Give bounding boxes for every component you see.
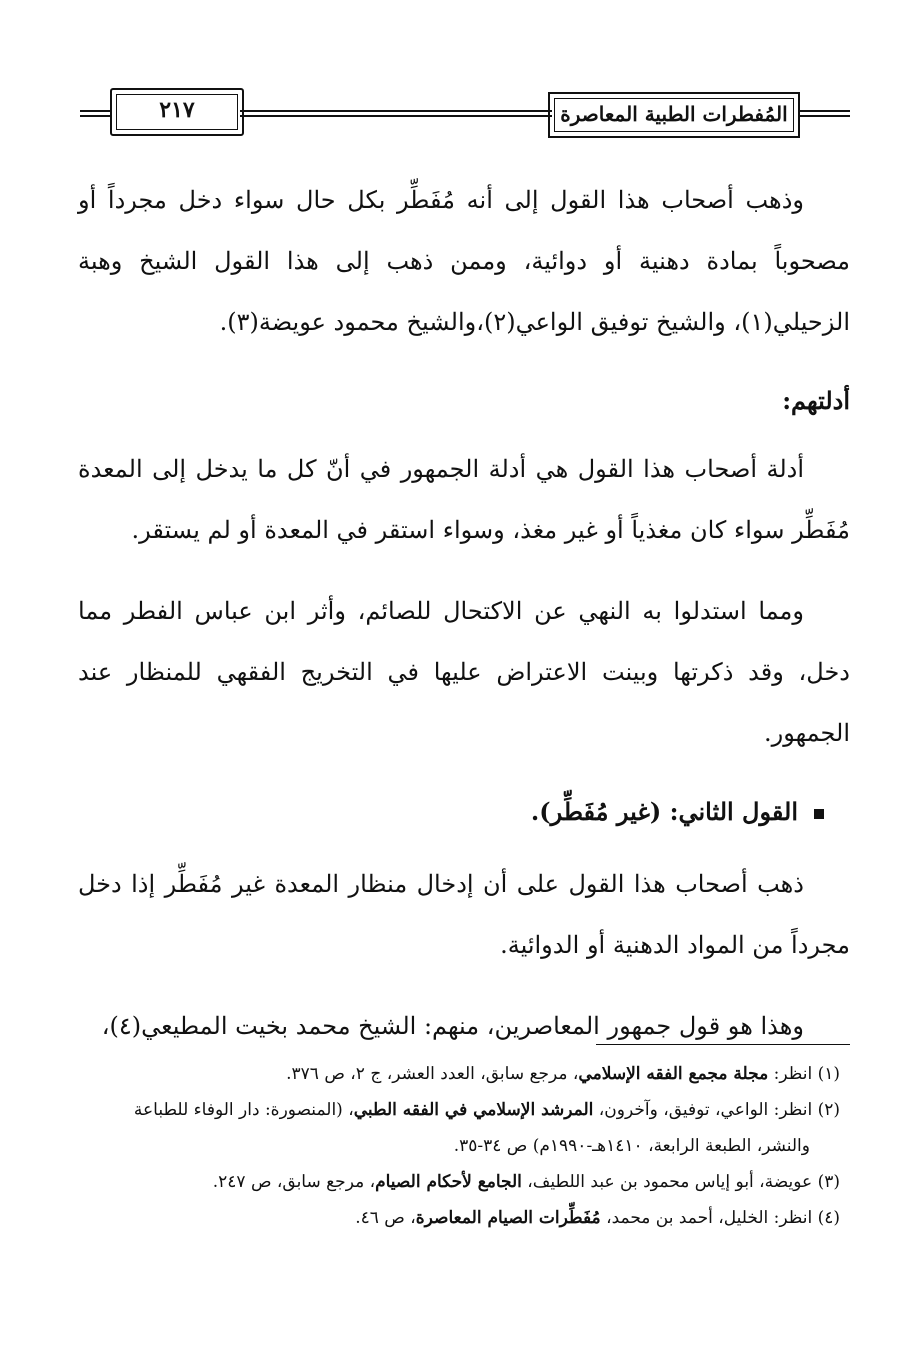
footnote-3 [78, 1164, 850, 1200]
running-title: المُفطرات الطبية المعاصرة [548, 92, 800, 138]
footnote-2-continued: والنشر، الطبعة الرابعة، ١٤١٠هـ-١٩٩٠م) ص ٣٤-٣٥. [453, 1136, 810, 1156]
page-header [80, 88, 850, 138]
paragraph-citations: ومما استدلوا به النهي عن الاكتحال للصائم، وأثر ابن عباس الفطر مما دخل، وقد ذكرتها وبينت الاعتراض عليها في التخريج الفقهي للمنظار عند الجمهور. [78, 597, 850, 747]
second-opinion-label: القول الثاني: (غير مُفَطِّر). [530, 797, 798, 826]
paragraph-majority: وهذا هو قول جمهور المعاصرين، منهم: الشيخ محمد بخيت المطيعي(٤)، [101, 1012, 804, 1040]
footnotes [78, 1056, 850, 1236]
header-rule-middle-2 [240, 115, 552, 117]
square-bullet-icon [814, 809, 824, 819]
page-number: ٢١٧ [110, 88, 244, 136]
main-text [78, 170, 850, 1077]
header-rule-middle [240, 110, 552, 112]
footnote-2-prefix: (٢) انظر: الواعي، توفيق، وآخرون، [593, 1100, 840, 1120]
header-rule-left [80, 110, 110, 112]
footnote-separator [596, 1044, 850, 1045]
footnote-4-prefix: (٤) انظر: الخليل، أحمد بن محمد، [600, 1208, 840, 1228]
footnote-2-suffix: ، (المنصورة: دار الوفاء للطباعة [133, 1100, 354, 1120]
footnote-2 [78, 1092, 850, 1128]
footnote-3-title: الجامع لأحكام الصيام [375, 1172, 522, 1192]
second-opinion-item [78, 784, 850, 840]
evidence-heading: أدلتهم: [782, 386, 850, 415]
footnote-1-title: مجلة مجمع الفقه الإسلامي [578, 1064, 769, 1084]
paragraph-first-opinion: وذهب أصحاب هذا القول إلى أنه مُفَطِّر بكل حال سواء دخل مجرداً أو مصحوباً بمادة دهنية أو دوائية، وممن ذهب إلى هذا القول الشيخ وهبة الزحيلي(١)، والشيخ توفيق الواعي(٢)،والشيخ محمود عويضة(٣). [78, 186, 850, 336]
footnote-3-prefix: (٣) عويضة، أبو إياس محمود بن عبد اللطيف، [521, 1172, 840, 1192]
footnote-1-suffix: ، مرجع سابق، العدد العشر، ج ٢، ص ٣٧٦. [286, 1064, 579, 1084]
footnote-4-title: مُفَطِّرات الصيام المعاصرة [415, 1208, 601, 1228]
footnote-2-title: المرشد الإسلامي في الفقه الطبي [353, 1100, 594, 1120]
footnote-4 [78, 1200, 850, 1236]
footnote-1 [78, 1056, 850, 1092]
footnote-4-suffix: ، ص ٤٦. [355, 1208, 416, 1228]
footnote-1-prefix: (١) انظر: [768, 1064, 840, 1084]
header-rule-right [800, 110, 850, 112]
header-rule-right-2 [800, 115, 850, 117]
header-rule-left-2 [80, 115, 110, 117]
paragraph-second-opinion: ذهب أصحاب هذا القول على أن إدخال منظار المعدة غير مُفَطِّر إذا دخل مجرداً من المواد الدهنية أو الدوائية. [78, 870, 850, 959]
footnote-3-suffix: ، مرجع سابق، ص ٢٤٧. [212, 1172, 376, 1192]
paragraph-evidence: أدلة أصحاب هذا القول هي أدلة الجمهور في أنّ كل ما يدخل إلى المعدة مُفَطِّر سواء كان مغذياً أو غير مغذ، وسواء استقر في المعدة أو لم يستقر. [78, 455, 850, 544]
